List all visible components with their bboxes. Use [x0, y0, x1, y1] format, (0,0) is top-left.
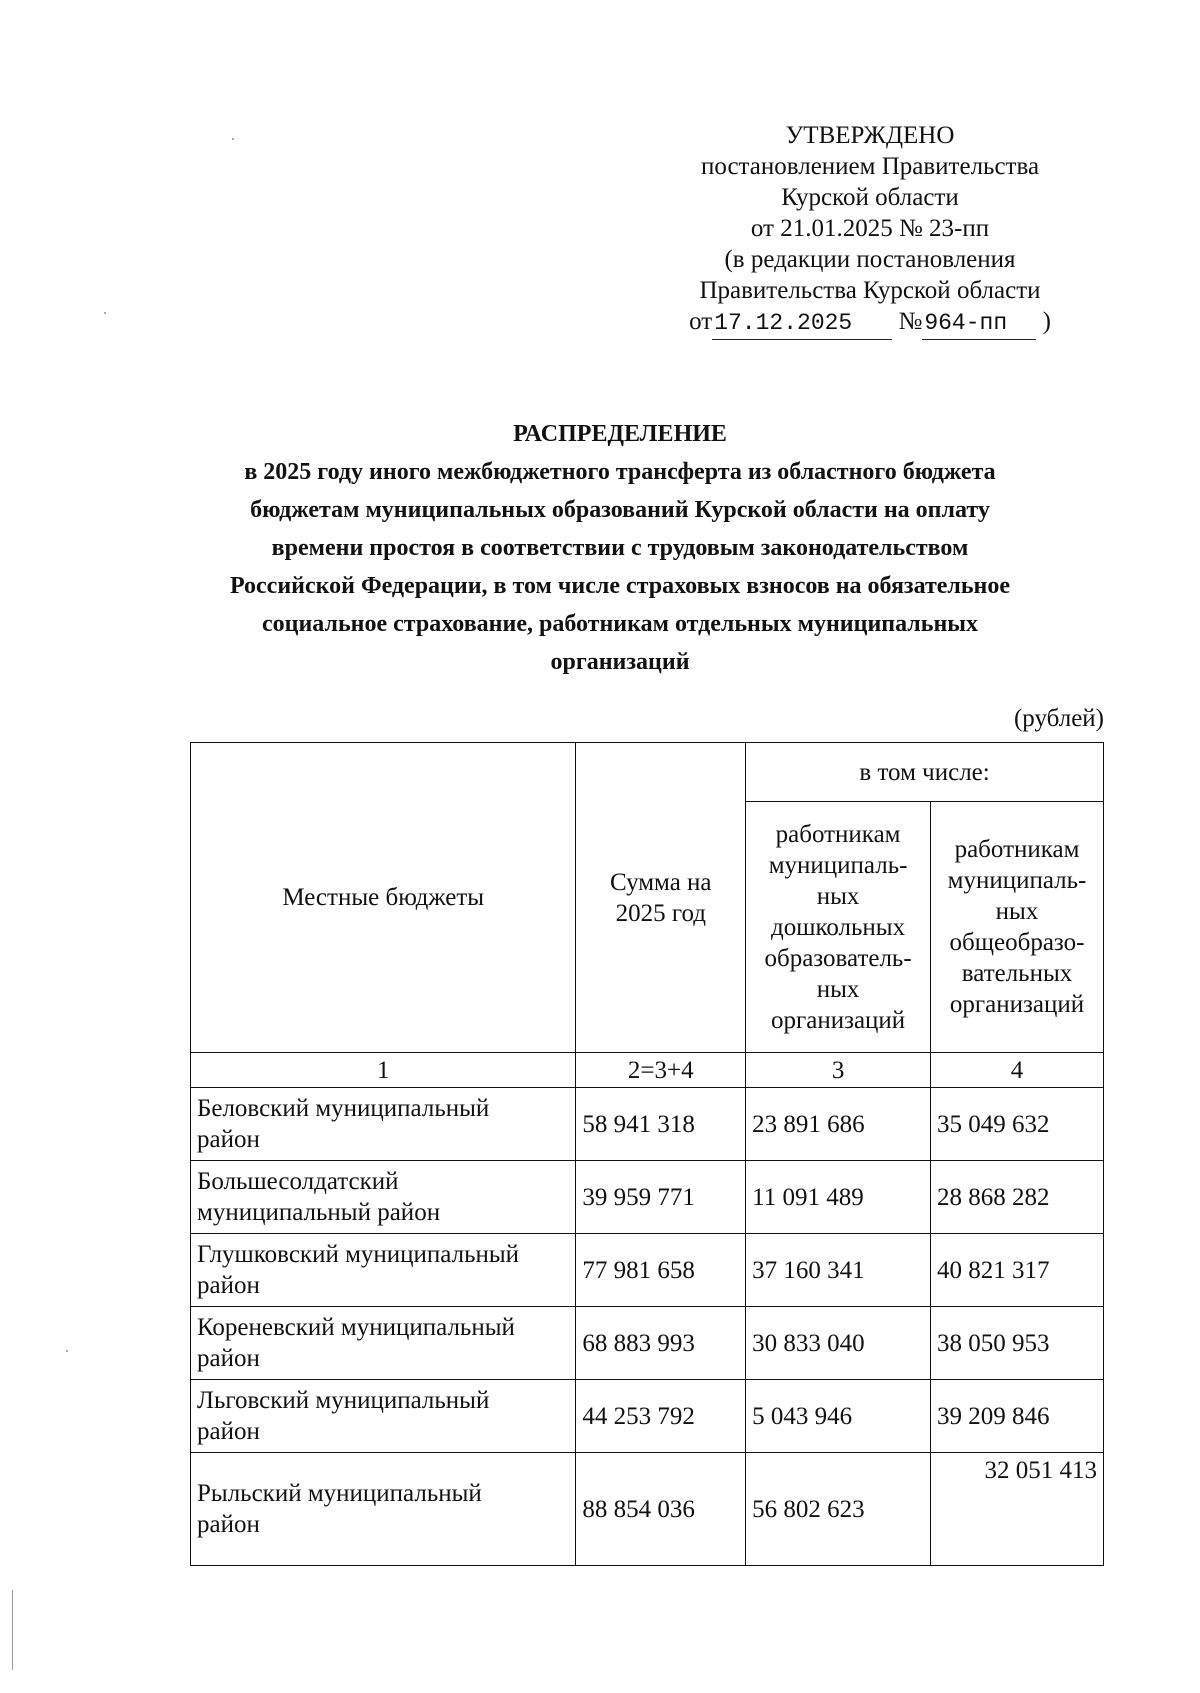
total-amount: 77 981 658	[576, 1234, 746, 1307]
scan-speck	[232, 138, 234, 140]
title-line-2: бюджетам муниципальных образований Курской области на оплату	[250, 497, 990, 523]
general-amount: 32 051 413	[931, 1453, 1104, 1566]
title-line-6: организаций	[550, 649, 690, 675]
scan-speck	[104, 312, 106, 314]
approval-line-7	[680, 306, 1060, 340]
table-row	[191, 1161, 1104, 1234]
budget-name-line: Льговский муниципальный	[197, 1387, 490, 1414]
header-sum-line-1: Сумма на	[610, 868, 712, 896]
budget-name-line: Кореневский муниципальный	[197, 1314, 515, 1341]
title-line-1: в 2025 году иного межбюджетного трансферта из областного бюджета	[244, 459, 996, 485]
amendment-date: 17.12.2025	[712, 308, 892, 340]
approval-line-2: постановлением Правительства	[700, 153, 1040, 180]
header-preschool-line: ных	[816, 882, 860, 910]
budget-name-line: район	[197, 1418, 260, 1445]
header-preschool-line: муниципаль-	[768, 851, 908, 879]
scan-margin-line	[12, 1590, 13, 1670]
budget-name-line: район	[197, 1126, 260, 1153]
approval-line-5: (в редакции постановления	[724, 246, 1016, 273]
header-preschool-line: работникам	[775, 820, 901, 848]
table-row	[191, 1307, 1104, 1380]
preschool-amount: 11 091 489	[746, 1161, 931, 1234]
header-local-budgets: Местные бюджеты	[191, 743, 576, 1053]
header-preschool-line: образователь-	[764, 944, 912, 972]
column-number: 3	[746, 1053, 931, 1088]
general-amount: 38 050 953	[931, 1307, 1104, 1380]
budget-name-line: муниципальный район	[197, 1199, 441, 1226]
header-including: в том числе:	[746, 743, 1104, 802]
preschool-amount: 5 043 946	[746, 1380, 931, 1453]
column-number: 4	[931, 1053, 1104, 1088]
budget-name	[191, 1453, 576, 1566]
header-sum-2025	[576, 743, 746, 1053]
budget-name-line: Беловский муниципальный	[197, 1095, 490, 1122]
preschool-amount: 23 891 686	[746, 1088, 931, 1161]
from-label: от	[689, 308, 713, 335]
close-paren: )	[1042, 308, 1051, 335]
general-amount: 40 821 317	[931, 1234, 1104, 1307]
number-label: №	[898, 308, 923, 335]
title-line-5: социальное страхование, работникам отдельных муниципальных	[261, 611, 979, 637]
column-numbering-row	[191, 1053, 1104, 1088]
column-number: 2=3+4	[576, 1053, 746, 1088]
document-title	[170, 415, 1070, 681]
header-general-line: муниципаль-	[947, 867, 1087, 894]
table-row	[191, 1453, 1104, 1566]
general-amount: 28 868 282	[931, 1161, 1104, 1234]
header-general-line: работникам	[954, 836, 1080, 863]
table-row	[191, 1088, 1104, 1161]
budget-name-line: район	[197, 1345, 260, 1372]
header-general-line: общеобразо-	[949, 929, 1085, 956]
total-amount: 68 883 993	[576, 1307, 746, 1380]
header-general-line: ных	[995, 898, 1039, 925]
units-label: (рублей)	[1013, 705, 1104, 732]
table-row	[191, 1380, 1104, 1453]
budget-name	[191, 1161, 576, 1234]
approval-line-3: Курской области	[781, 184, 959, 211]
header-general-line: вательных	[961, 960, 1073, 987]
title-line-4: Российской Федерации, в том числе страховых взносов на обязательное	[229, 573, 1011, 599]
scan-speck	[66, 1350, 68, 1352]
approval-heading: УТВЕРЖДЕНО	[785, 122, 955, 149]
distribution-table	[190, 742, 1104, 1566]
header-general-education	[931, 802, 1104, 1053]
total-amount: 88 854 036	[576, 1453, 746, 1566]
header-preschool	[746, 802, 931, 1053]
budget-name-line: Большесолдатский	[197, 1168, 399, 1195]
budget-name-line: Рыльский муниципальный	[197, 1480, 482, 1507]
general-amount: 39 209 846	[931, 1380, 1104, 1453]
approval-line-4: от 21.01.2025 № 23-пп	[750, 215, 990, 242]
budget-name	[191, 1234, 576, 1307]
approval-block	[680, 120, 1060, 340]
title-heading: РАСПРЕДЕЛЕНИЕ	[513, 421, 727, 447]
title-line-3: времени простоя в соответствии с трудовым законодательством	[271, 535, 969, 561]
general-amount: 35 049 632	[931, 1088, 1104, 1161]
amendment-number: 964-пп	[922, 308, 1036, 340]
header-preschool-line: дошкольных	[771, 913, 906, 941]
budget-name	[191, 1380, 576, 1453]
budget-name-line: Глушковский муниципальный	[197, 1241, 520, 1268]
budget-name	[191, 1088, 576, 1161]
total-amount: 58 941 318	[576, 1088, 746, 1161]
table-row	[191, 1234, 1104, 1307]
budget-name-line: район	[197, 1511, 260, 1538]
header-preschool-line: организаций	[770, 1006, 906, 1034]
header-general-line: организаций	[949, 991, 1085, 1018]
total-amount: 44 253 792	[576, 1380, 746, 1453]
preschool-amount: 37 160 341	[746, 1234, 931, 1307]
preschool-amount: 30 833 040	[746, 1307, 931, 1380]
budget-name-line: район	[197, 1272, 260, 1299]
header-preschool-line: ных	[816, 975, 860, 1003]
column-number: 1	[191, 1053, 576, 1088]
header-row-top	[191, 743, 1104, 802]
preschool-amount: 56 802 623	[746, 1453, 931, 1566]
approval-line-6: Правительства Курской области	[699, 277, 1041, 304]
budget-name	[191, 1307, 576, 1380]
header-sum-line-2: 2025 год	[615, 899, 706, 927]
total-amount: 39 959 771	[576, 1161, 746, 1234]
